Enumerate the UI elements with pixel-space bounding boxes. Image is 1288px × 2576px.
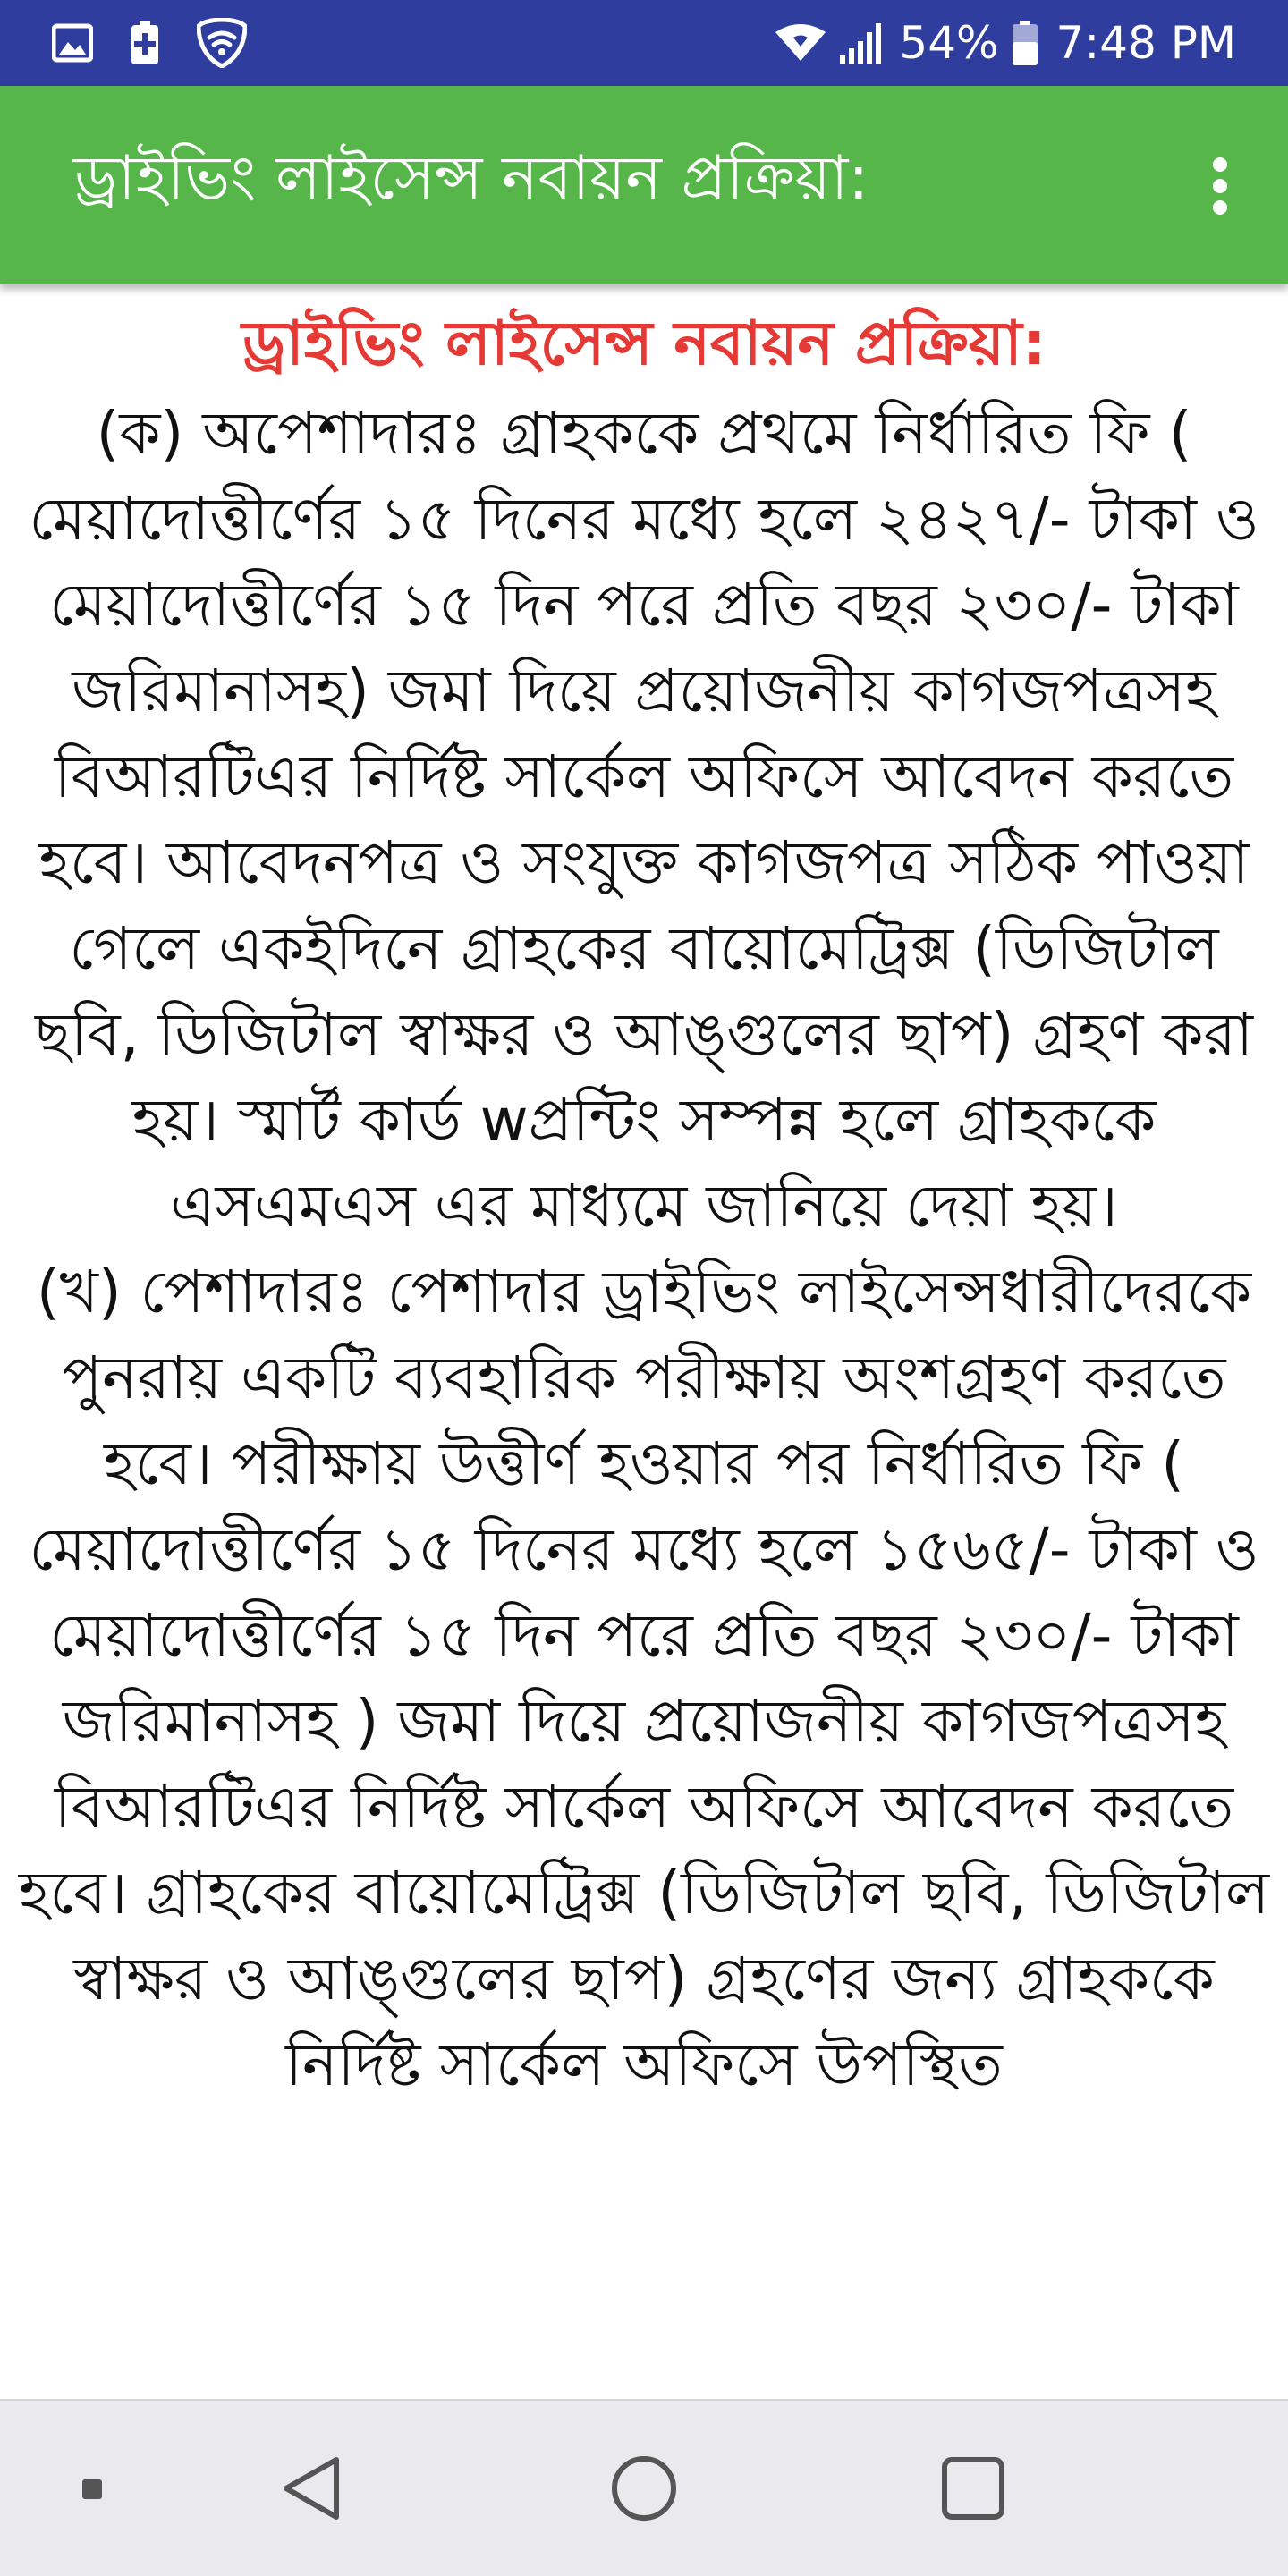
battery-saver-icon (129, 21, 161, 65)
battery-icon (1012, 21, 1038, 65)
wifi-shield-icon (197, 18, 247, 68)
article-heading: ড্রাইভিং লাইসেন্স নবায়ন প্রক্রিয়া: (242, 309, 1046, 379)
gallery-icon (52, 22, 93, 64)
recent-dot-icon[interactable] (47, 2444, 136, 2533)
article-paragraph-professional: (খ) পেশাদারঃ পেশাদার ড্রাইভিং লাইসেন্সধারীদেরকে পুনরায় একটি ব্যবহারিক পরীক্ষায় অংশগ্রহণ করতে হবে। পরীক্ষায় উত্তীর্ণ হওয়ার পর নির্ধারিত ফি ( মেয়াদোত্তীর্ণের ১৫ দিনের মধ্যে হলে ১৫৬৫/- টাকা ও মেয়াদোত্তীর্ণের ১৫ দিন পরে প্রতি বছর ২৩০/- টাকা জরিমানাসহ ) জমা দিয়ে প্রয়োজনীয় কাগজপত্রসহ বিআরটিএর নির্দিষ্ট সার্কেল অফিসে আবেদন করতে হবে। গ্রাহকের বায়োমেট্রিক্স (ডিজিটাল ছবি, ডিজিটাল স্বাক্ষর ও আঙ্গুলের ছাপ) গ্রহণের জন্য গ্রাহককে নির্দিষ্ট সার্কেল অফিসে উপস্থিত (18, 1258, 1270, 2099)
status-clock: 7:48 PM (1055, 17, 1236, 69)
wifi-icon (775, 23, 826, 63)
overview-icon[interactable] (928, 2444, 1018, 2533)
app-toolbar (0, 86, 1288, 284)
status-bar-right (775, 13, 1236, 73)
home-icon[interactable] (599, 2444, 689, 2533)
article-body (14, 391, 1274, 2108)
app-title: ড্রাইভিং লাইসেন্স নবায়ন প্রক্রিয়া: (73, 143, 869, 214)
article-paragraph-amateur: (ক) অপেশাদারঃ গ্রাহককে প্রথমে নির্ধারিত ফি ( মেয়াদোত্তীর্ণের ১৫ দিনের মধ্যে হলে ২৪২৭/- টাকা ও মেয়াদোত্তীর্ণের ১৫ দিন পরে প্রতি বছর ২৩০/- টাকা জরিমানাসহ) জমা দিয়ে প্রয়োজনীয় কাগজপত্রসহ বিআরটিএর নির্দিষ্ট সার্কেল অফিসে আবেদন করতে হবে। আবেদনপত্র ও সংযুক্ত কাগজপত্র সঠিক পাওয়া গেলে একইদিনে গ্রাহকের বায়োমেট্রিক্স (ডিজিটাল ছবি, ডিজিটাল স্বাক্ষর ও আঙ্গুলের ছাপ) গ্রহণ করা হয়। স্মার্ট কার্ড wপ্রন্টিং সম্পন্ন হলে গ্রাহককে এসএমএস এর মাধ্যমে জানিয়ে দেয়া হয়। (29, 399, 1259, 1241)
back-icon[interactable] (268, 2444, 358, 2533)
navigation-bar (0, 2399, 1288, 2576)
battery-percent: 54% (899, 17, 999, 69)
status-bar-left (52, 16, 247, 70)
status-bar (0, 0, 1288, 86)
more-vert-icon[interactable] (1184, 150, 1256, 222)
signal-icon (838, 21, 886, 64)
article-scroll-view[interactable] (0, 284, 1288, 2399)
